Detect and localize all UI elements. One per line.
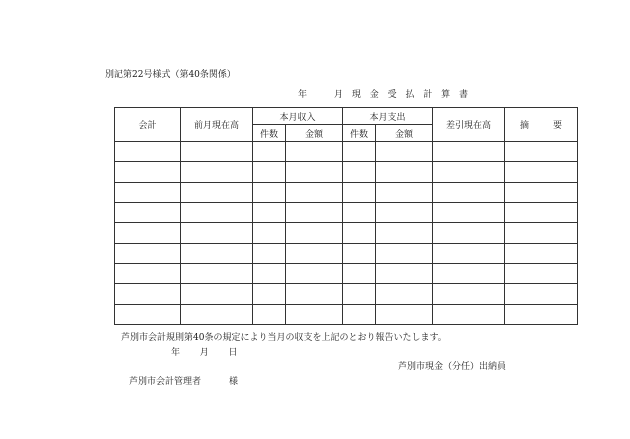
table-cell[interactable]	[376, 142, 433, 162]
table-cell[interactable]	[433, 202, 505, 222]
date-day: 日	[228, 348, 238, 358]
recipient-honorific: 様	[229, 377, 239, 387]
table-row	[115, 162, 578, 182]
header-expense-count: 件数	[343, 125, 376, 142]
table-cell[interactable]	[253, 284, 286, 304]
table-cell[interactable]	[343, 223, 376, 243]
table-row	[115, 142, 578, 162]
table-cell[interactable]	[115, 162, 181, 182]
date-month: 月	[199, 348, 209, 358]
table-cell[interactable]	[433, 263, 505, 283]
table-cell[interactable]	[181, 243, 253, 263]
table-cell[interactable]	[505, 243, 578, 263]
table-cell[interactable]	[181, 202, 253, 222]
table-cell[interactable]	[433, 223, 505, 243]
cash-ledger-table	[114, 107, 578, 325]
header-remarks-right: 要	[553, 121, 563, 131]
header-account: 会計	[115, 108, 181, 142]
table-row	[115, 304, 578, 324]
table-row	[115, 223, 578, 243]
table-cell[interactable]	[505, 284, 578, 304]
table-cell[interactable]	[115, 263, 181, 283]
table-cell[interactable]	[433, 142, 505, 162]
table-cell[interactable]	[286, 202, 343, 222]
table-cell[interactable]	[286, 142, 343, 162]
table-cell[interactable]	[343, 304, 376, 324]
table-cell[interactable]	[253, 162, 286, 182]
table-cell[interactable]	[115, 182, 181, 202]
table-cell[interactable]	[376, 284, 433, 304]
table-cell[interactable]	[433, 182, 505, 202]
table-cell[interactable]	[343, 142, 376, 162]
table-cell[interactable]	[376, 162, 433, 182]
header-income-count: 件数	[253, 125, 286, 142]
header-diff-balance: 差引現在高	[433, 108, 505, 142]
table-cell[interactable]	[343, 263, 376, 283]
table-cell[interactable]	[181, 304, 253, 324]
header-remarks	[505, 108, 578, 142]
table-cell[interactable]	[286, 182, 343, 202]
table-cell[interactable]	[115, 142, 181, 162]
table-cell[interactable]	[505, 304, 578, 324]
table-cell[interactable]	[253, 202, 286, 222]
table-cell[interactable]	[376, 304, 433, 324]
header-remarks-left: 摘	[520, 121, 530, 131]
table-cell[interactable]	[253, 263, 286, 283]
table-cell[interactable]	[343, 243, 376, 263]
table-cell[interactable]	[343, 162, 376, 182]
table-cell[interactable]	[376, 202, 433, 222]
table-cell[interactable]	[505, 162, 578, 182]
report-sentence: 芦別市会計規則第40条の規定により当月の収支を上記のとおり報告いたします。	[121, 333, 447, 343]
table-cell[interactable]	[286, 162, 343, 182]
table-cell[interactable]	[433, 304, 505, 324]
table-cell[interactable]	[376, 243, 433, 263]
table-cell[interactable]	[115, 304, 181, 324]
header-income-group: 本月収入	[253, 108, 343, 125]
table-cell[interactable]	[433, 284, 505, 304]
table-row	[115, 263, 578, 283]
ledger-body	[115, 142, 578, 325]
header-expense-amount: 金額	[376, 125, 433, 142]
date-line	[171, 348, 238, 359]
header-prev-balance: 前月現在高	[181, 108, 253, 142]
table-cell[interactable]	[343, 202, 376, 222]
table-cell[interactable]	[115, 202, 181, 222]
table-cell[interactable]	[181, 182, 253, 202]
table-cell[interactable]	[181, 162, 253, 182]
table-cell[interactable]	[253, 304, 286, 324]
table-cell[interactable]	[181, 284, 253, 304]
table-cell[interactable]	[433, 243, 505, 263]
document-title: 年 月 現 金 受 払 計 算 書	[298, 90, 472, 100]
table-cell[interactable]	[376, 263, 433, 283]
table-cell[interactable]	[181, 142, 253, 162]
table-cell[interactable]	[286, 223, 343, 243]
table-cell[interactable]	[505, 182, 578, 202]
recipient-name: 芦別市会計管理者	[129, 377, 202, 387]
table-cell[interactable]	[376, 182, 433, 202]
table-row	[115, 202, 578, 222]
table-cell[interactable]	[181, 223, 253, 243]
recipient-line	[129, 377, 238, 388]
table-cell[interactable]	[253, 142, 286, 162]
table-cell[interactable]	[286, 243, 343, 263]
table-row	[115, 284, 578, 304]
signer-title: 芦別市現金（分任）出納員	[398, 362, 507, 372]
table-row	[115, 243, 578, 263]
table-cell[interactable]	[505, 263, 578, 283]
table-cell[interactable]	[286, 304, 343, 324]
table-row	[115, 182, 578, 202]
table-cell[interactable]	[505, 223, 578, 243]
table-cell[interactable]	[115, 243, 181, 263]
table-cell[interactable]	[115, 284, 181, 304]
table-cell[interactable]	[253, 182, 286, 202]
table-cell[interactable]	[253, 223, 286, 243]
table-cell[interactable]	[286, 263, 343, 283]
table-cell[interactable]	[253, 243, 286, 263]
table-cell[interactable]	[343, 182, 376, 202]
table-cell[interactable]	[181, 263, 253, 283]
table-cell[interactable]	[115, 223, 181, 243]
header-expense-group: 本月支出	[343, 108, 433, 125]
form-identifier: 別記第22号様式（第40条関係）	[105, 70, 236, 80]
table-cell[interactable]	[433, 162, 505, 182]
table-cell[interactable]	[505, 202, 578, 222]
table-cell[interactable]	[376, 223, 433, 243]
table-cell[interactable]	[286, 284, 343, 304]
header-income-amount: 金額	[286, 125, 343, 142]
table-cell[interactable]	[505, 142, 578, 162]
table-cell[interactable]	[343, 284, 376, 304]
date-year: 年	[171, 348, 181, 358]
